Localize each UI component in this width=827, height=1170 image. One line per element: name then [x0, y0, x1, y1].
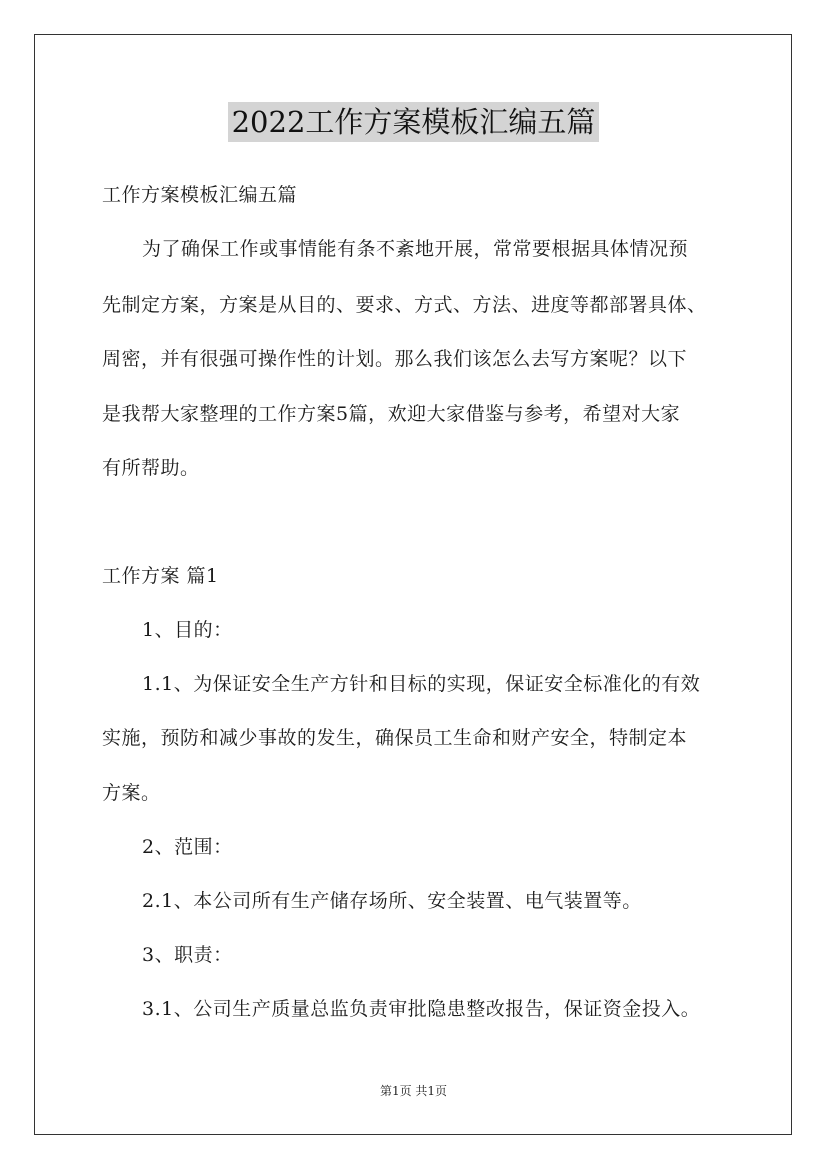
item-1-1-line: 实施，预防和减少事故的发生，确保员工生命和财产安全，特制定本 [102, 727, 688, 749]
document-title: 2022工作方案模板汇编五篇 [228, 102, 600, 142]
title-container [0, 102, 827, 142]
document-subtitle: 工作方案模板汇编五篇 [102, 184, 298, 206]
intro-line: 有所帮助。 [102, 457, 200, 479]
item-3-1: 3.1、公司生产质量总监负责审批隐患整改报告，保证资金投入。 [142, 998, 701, 1020]
intro-line: 为了确保工作或事情能有条不紊地开展，常常要根据具体情况预 [142, 238, 689, 260]
intro-line: 周密，并有很强可操作性的计划。那么我们该怎么去写方案呢？以下 [102, 348, 688, 370]
item-heading-purpose: 1、目的： [142, 619, 233, 641]
section-heading: 工作方案 篇1 [102, 565, 219, 587]
item-1-1-line: 1.1、为保证安全生产方针和目标的实现，保证安全标准化的有效 [142, 673, 701, 695]
item-heading-duties: 3、职责： [142, 944, 233, 966]
page-number: 第1页 共1页 [379, 1084, 448, 1098]
item-2-1: 2.1、本公司所有生产储存场所、安全装置、电气装置等。 [142, 890, 642, 912]
intro-line: 是我帮大家整理的工作方案5篇，欢迎大家借鉴与参考，希望对大家 [102, 403, 681, 425]
item-heading-scope: 2、范围： [142, 836, 233, 858]
intro-line: 先制定方案，方案是从目的、要求、方式、方法、进度等都部署具体、 [102, 294, 707, 316]
item-1-1-line: 方案。 [102, 782, 161, 804]
page-footer [0, 1083, 827, 1099]
